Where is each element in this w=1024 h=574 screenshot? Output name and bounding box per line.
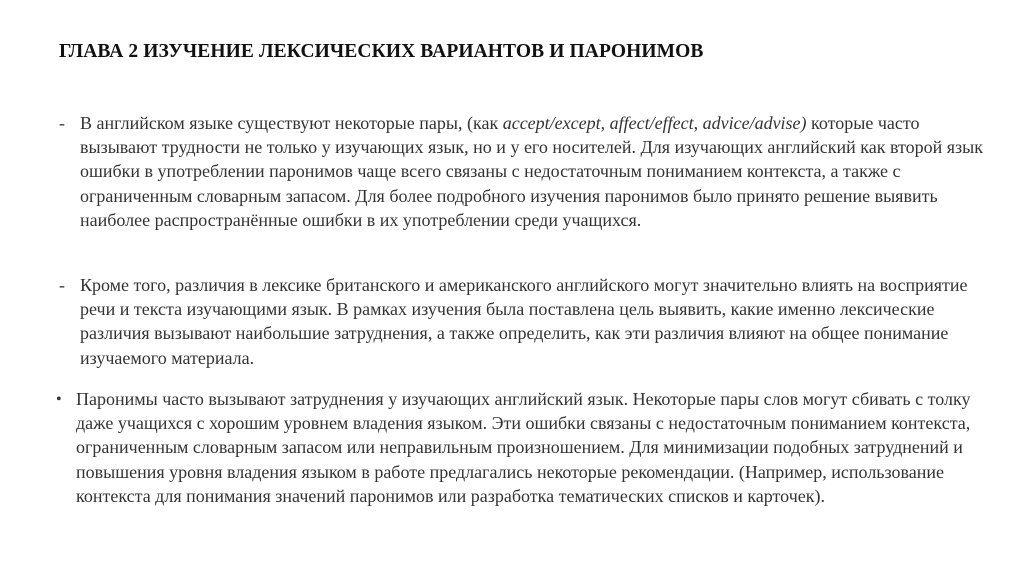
- paragraph-1-intro: В английском языке существуют некоторые пары, (как: [80, 113, 503, 133]
- paragraph-3-text: Паронимы часто вызывают затруднения у изучающих английский язык. Некоторые пары слов могут сбивать с толку даже учащихся с хорошим уровнем владения языком. Эти ошибки связаны с недостаточным пониманием контекста, ограниченным словарным запасом или неправильным произношением. Для минимизации подобных затруднений и повышения уровня владения языком в работе предлагались некоторые рекомендации. (Например, использование контекста для понимания значений паронимов или разработка тематических списков и карточек).: [76, 389, 971, 506]
- paragraph-1: [59, 111, 989, 232]
- separator: ,: [693, 113, 703, 133]
- dash-marker: -: [59, 113, 65, 133]
- bullet-marker: •: [56, 391, 62, 408]
- slide-title: ГЛАВА 2 ИЗУЧЕНИЕ ЛЕКСИЧЕСКИХ ВАРИАНТОВ И ПАРОНИМОВ: [59, 41, 704, 62]
- paragraph-3: [56, 387, 986, 508]
- example-affect-effect: affect/effect: [609, 113, 694, 133]
- separator: ,: [600, 113, 610, 133]
- paragraph-2: [59, 273, 989, 370]
- dash-marker: -: [59, 275, 65, 295]
- example-accept-except: accept/except: [502, 113, 601, 133]
- paragraph-2-text: Кроме того, различия в лексике британского и американского английского могут значительно влиять на восприятие речи и текста изучающими язык. В рамках изучения была поставлена цель выявить, какие именно лексические различия вызывают наибольшие затруднения, а также определить, как эти различия влияют на общее понимание изучаемого материала.: [80, 275, 968, 368]
- paragraph-1-text: [80, 111, 989, 232]
- paragraph-1-rest: которые часто вызывают трудности не только у изучающих язык, но и у его носителей. Для изучающих английский как второй язык ошибки в употреблении паронимов чаще всего связаны с недостаточным пониманием контекста, а также с ограниченным словарным запасом. Для более подробного изучения паронимов было принято решение выявить наиболее распространённые ошибки в их употреблении среди учащихся.: [80, 113, 984, 230]
- example-advice-advise: advice/advise): [702, 113, 807, 133]
